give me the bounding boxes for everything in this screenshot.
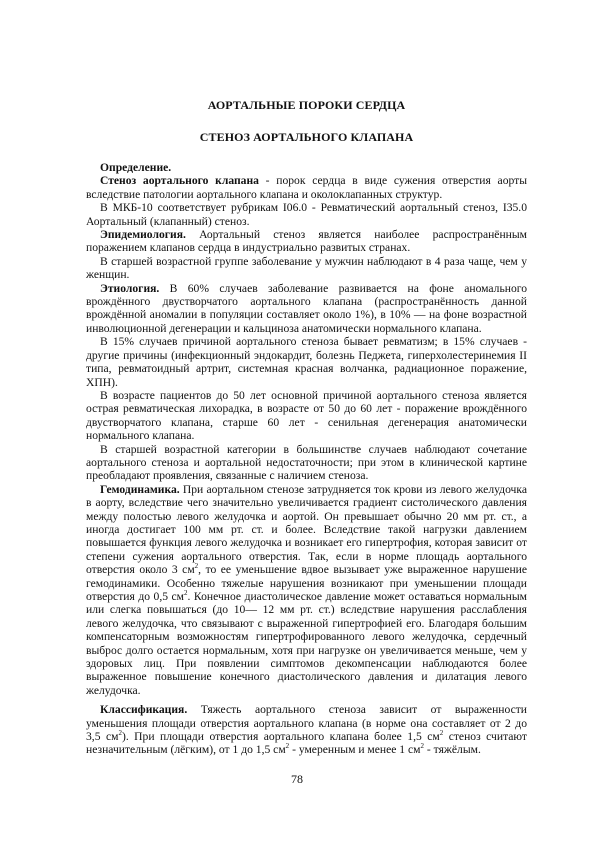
hemodynamics-paragraph: [86, 483, 527, 698]
epidemiology-paragraph: [86, 228, 527, 255]
section-title: СТЕНОЗ АОРТАЛЬНОГО КЛАПАНА: [199, 130, 414, 144]
hemodynamics-text-2: , то ее уменьшение вдвое вызывает уже выраженное нарушение гемодинамики. Особенно тяжелые нарушения возникают при уменьшении площади отверстия до 0,5 см: [86, 563, 527, 603]
classification-paragraph: [86, 703, 527, 757]
etiology-paragraph-3: В возрасте пациентов до 50 лет основной причиной аортального стеноза является острая ревматическая лихорадка, в возрасте от 50 до 60 лет - поражение врождённого двустворчатого клапана, старше 60 лет - сенильная дегенерация анатомически нормального клапана.: [86, 388, 527, 443]
page-number: 78: [291, 772, 303, 786]
superscript: 2: [194, 562, 199, 571]
superscript: 2: [420, 742, 424, 751]
page-content: [86, 98, 527, 757]
epidemiology-label: Эпидемиология.: [100, 228, 186, 242]
epidemiology-paragraph-2: В старшей возрастной группе заболевание у мужчин наблюдают в 4 раза чаще, чем у женщин.: [86, 254, 527, 282]
definition-heading-text: Определение.: [100, 161, 172, 174]
mkb-paragraph: В МКБ-10 соответствует рубрикам I06.0 - Ревматический аортальный стеноз, I35.0 Аортальный (клапанный) стеноз.: [86, 201, 527, 228]
etiology-label: Этиология.: [100, 281, 160, 295]
definition-text: - порок сердца в виде сужения отверстия аорты вследствие патологии аортального клапана и околоклапанных структур.: [86, 174, 527, 201]
etiology-paragraph: [86, 282, 527, 336]
hemodynamics-text-3: . Конечное диастолическое давление может оставаться нормальным или слегка повышаться (до 10— 12 мм рт. ст.) вследствие нарушения расслабления левого желудочка, что связывают с выраженной гипертрофией его. Благодаря большим компенсаторным возможностям гипертрофированного левого желудочка, сердечный выброс долго остается нормальным, хотя при нагрузке он увеличивается меньше, чем у здоровых лиц. При появлении симптомов декомпенсации наблюдаются более выраженное повышение конечного диастолического давления и дилатация левого желудочка.: [86, 590, 527, 697]
classification-text-1: Тяжесть аортального стеноза зависит от выраженности уменьшения площади отверстия аортального клапана (в норме она составляет от 2 до 3,5 см: [86, 703, 527, 744]
classification-text-3: стеноз считают незначительным (лёгким), от 1 до 1,5 см: [86, 730, 527, 757]
epidemiology-text: Аортальный стеноз является наиболее распространённым поражением клапанов сердца в индустриально развитых странах.: [86, 228, 527, 255]
etiology-text: В 60% случаев заболевание развивается на фоне аномального врождённого двустворчатого аортального клапана (распространённость данной врождённой аномалии в популяции составляет около 1%), в 10% — на фоне возрастной инволюционной дегенерации и кальциноза анатомически нормального клапана.: [86, 281, 527, 335]
definition-heading: [86, 161, 527, 174]
hemodynamics-label: Гемодинамика.: [100, 482, 180, 496]
etiology-paragraph-2: В 15% случаев причиной аортального стеноза бывает ревматизм; в 15% случаев - другие причины (инфекционный эндокардит, болезнь Педжета, гиперхолестеринемия II типа, ревматоидный артрит, системная красная волчанка, радиационное поражение, ХПН).: [86, 335, 527, 389]
definition-paragraph: [86, 174, 527, 201]
superscript: 2: [439, 729, 444, 738]
classification-text-5: - тяжёлым.: [424, 743, 481, 757]
classification-label: Классификация.: [100, 703, 188, 717]
superscript: 2: [184, 589, 188, 598]
classification-text-4: - умеренным и менее 1 см: [289, 743, 421, 757]
etiology-paragraph-4: В старшей возрастной категории в большинстве случаев наблюдают сочетание аортального стеноза и аортальной недостаточности; при этом в клинической картине преобладают проявления, связанные с наличием стеноза.: [86, 442, 527, 483]
page-title: АОРТАЛЬНЫЕ ПОРОКИ СЕРДЦА: [207, 98, 406, 112]
hemodynamics-text-1: При аортальном стенозе затрудняется ток крови из левого желудочка в аорту, вследствие чего значительно увеличивается градиент систолического давления между полостью левого желудочка и аортой. Он превышает обычно 20 мм рт. ст., а иногда достигает 100 мм рт. ст. и более. Вследствие такой нагрузки давлением повышается функция левого желудочка и возникает его гипертрофия, которая зависит от степени сужения аортального отверстия. Так, если в норме площадь аортального отверстия около 3 см: [86, 482, 527, 577]
superscript: 2: [118, 729, 122, 738]
superscript: 2: [285, 742, 290, 751]
classification-text-2: ). При площади отверстия аортального клапана более 1,5 см: [121, 730, 440, 744]
definition-term: Стеноз аортального клапана: [100, 174, 259, 188]
